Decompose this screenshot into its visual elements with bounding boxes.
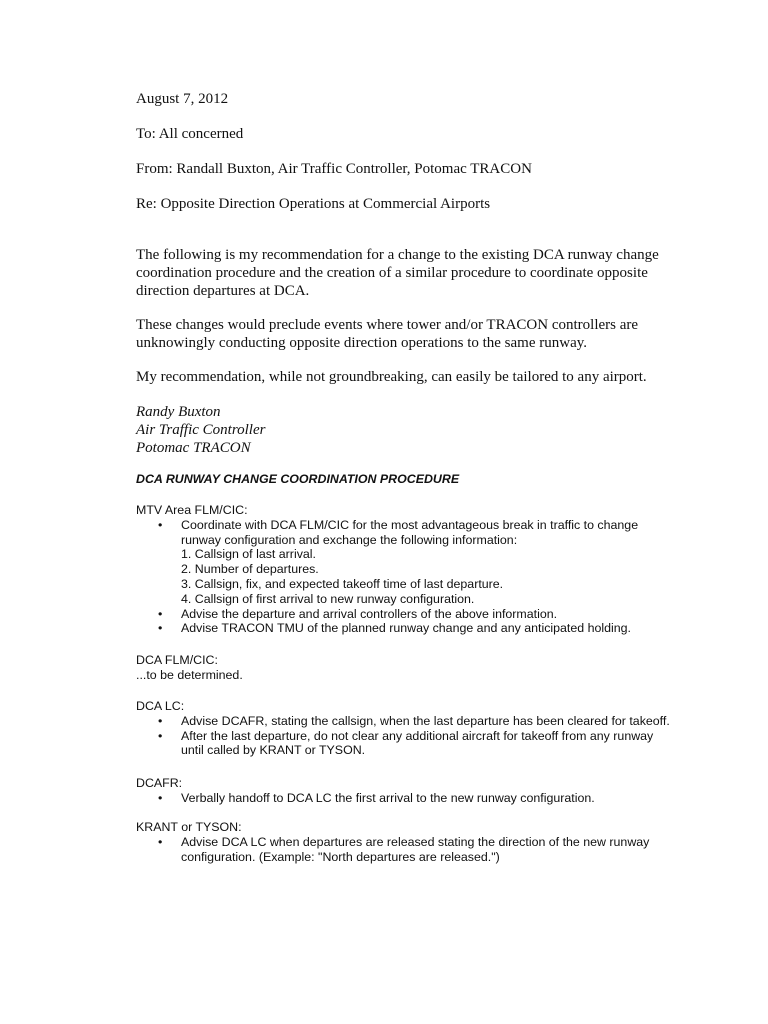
list-item: • Verbally handoff to DCA LC the first arrival to the new runway configuration. [136,791,728,806]
section-dca-lc [136,699,728,758]
section-mtv [136,503,728,636]
section-krant [136,820,728,864]
bullet-list [136,791,728,806]
memo-paragraph-2: These changes would preclude events where tower and/or TRACON controllers are unknowingly conducting opposite direction operations to the same runway. [136,317,639,351]
section-dcafr [136,776,728,806]
list-item: • Coordinate with DCA FLM/CIC for the most advantageous break in traffic to change runway configuration and exchange the following information: 1. Callsign of last arrival. 2. Number of departures. 3. Callsign, fix, and expected takeoff time of last departure. 4. Callsign of first arrival to new runway configuration. [136,518,728,607]
procedure-heading: DCA RUNWAY CHANGE COORDINATION PROCEDURE [136,472,460,486]
list-item: • After the last departure, do not clear any additional aircraft for takeoff from any runway until called by KRANT or TYSON. [136,729,728,759]
signature-title: Air Traffic Controller [136,422,266,438]
bullet-list [136,714,728,758]
section-label: DCAFR: [136,776,183,790]
section-label: MTV Area FLM/CIC: [136,503,248,517]
bullet-list [136,518,728,636]
memo-paragraph-1: The following is my recommendation for a change to the existing DCA runway change coordination procedure and the creation of a similar procedure to coordinate opposite direction departures at DCA. [136,247,659,299]
signature-name: Randy Buxton [136,404,221,420]
signature-org: Potomac TRACON [136,440,251,456]
list-item: • Advise TRACON TMU of the planned runway change and any anticipated holding. [136,621,728,636]
signature-block [136,403,728,457]
memo-paragraph-3: My recommendation, while not groundbreaking, can easily be tailored to any airport. [136,369,647,385]
section-label: DCA LC: [136,699,185,713]
section-text: ...to be determined. [136,667,243,682]
memo-to: To: All concerned [136,126,244,142]
bullet-list [136,835,728,865]
section-dca-flm [136,653,728,683]
list-item: • Advise DCA LC when departures are released stating the direction of the new runway configuration. (Example: "North departures are released.") [136,835,728,865]
section-label: KRANT or TYSON: [136,820,242,834]
memo-re: Re: Opposite Direction Operations at Commercial Airports [136,196,491,212]
sub-item: 4. Callsign of first arrival to new runway configuration. [181,591,475,606]
list-item: • Advise the departure and arrival controllers of the above information. [136,607,728,622]
list-item: • Advise DCAFR, stating the callsign, when the last departure has been cleared for takeoff. [136,714,728,729]
memo-date: August 7, 2012 [136,91,229,107]
memo-from: From: Randall Buxton, Air Traffic Controller, Potomac TRACON [136,161,532,177]
sub-item: 1. Callsign of last arrival. [181,547,316,562]
sub-item: 2. Number of departures. [181,562,319,577]
sub-item: 3. Callsign, fix, and expected takeoff time of last departure. [181,576,504,591]
section-label: DCA FLM/CIC: [136,653,218,667]
